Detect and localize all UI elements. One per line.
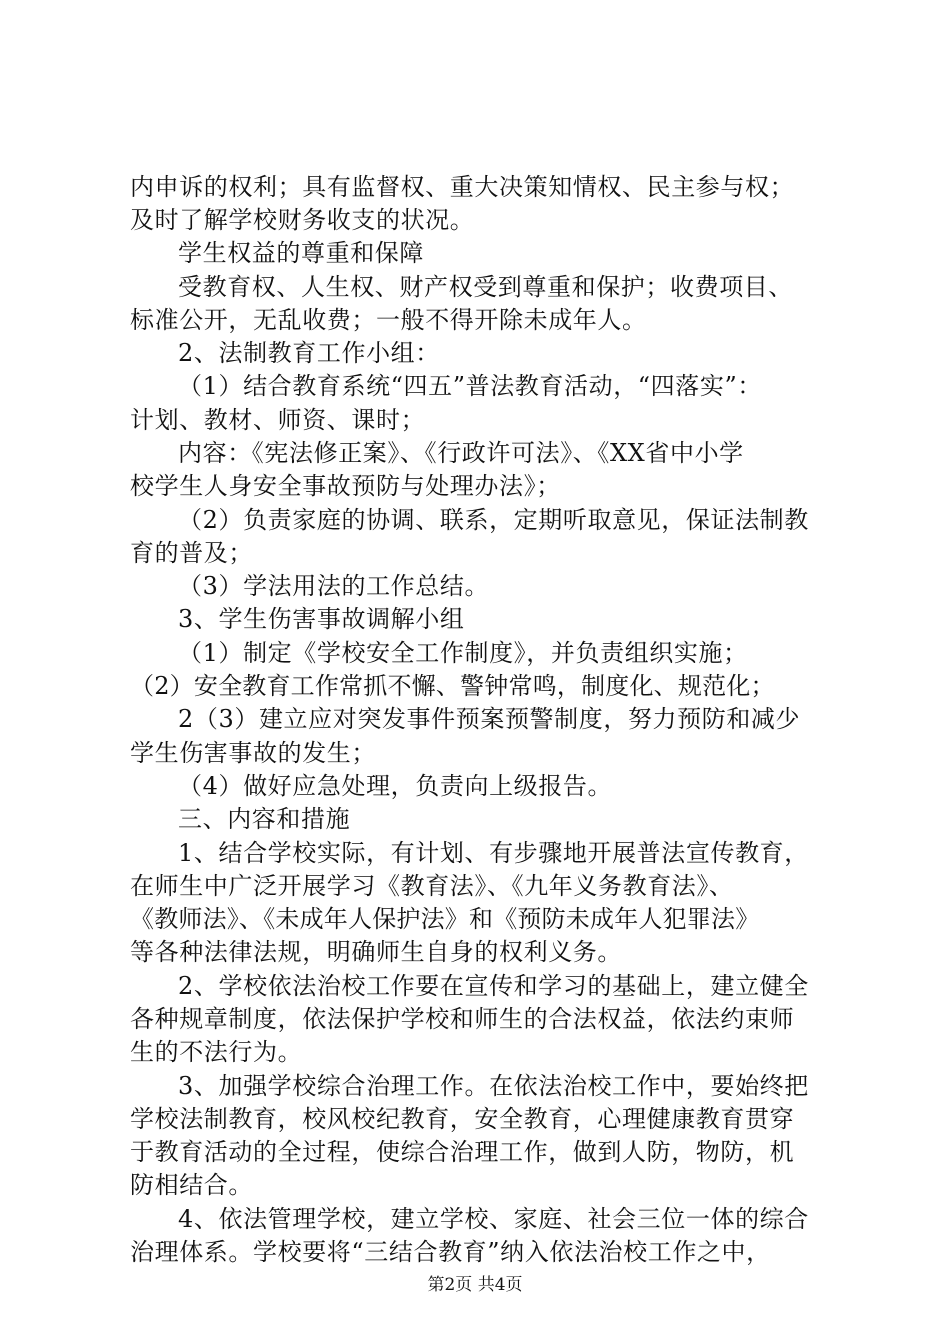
text-line: 3、学生伤害事故调解小组	[178, 605, 465, 633]
text-line: 学校法制教育，校风校纪教育，安全教育，心理健康教育贯穿	[130, 1105, 795, 1133]
text-line: 各种规章制度，依法保护学校和师生的合法权益，依法约束师	[130, 1005, 795, 1033]
text-line: 2、学校依法治校工作要在宣传和学习的基础上，建立健全	[178, 972, 809, 1000]
text-line: 3、加强学校综合治理工作。在依法治校工作中，要始终把	[178, 1072, 809, 1100]
page-footer: 第2页 共4页	[427, 1275, 523, 1295]
text-line: 防相结合。	[130, 1171, 253, 1199]
text-line: （1）制定《学校安全工作制度》，并负责组织实施；	[178, 639, 748, 667]
text-line: 生的不法行为。	[130, 1038, 303, 1066]
text-line: （3）学法用法的工作总结。	[178, 572, 490, 600]
text-line: 于教育活动的全过程，使综合治理工作，做到人防，物防，机	[130, 1138, 795, 1166]
text-line: 2（3）建立应对突发事件预案预警制度，努力预防和减少	[178, 705, 801, 733]
text-line: 计划、教材、师资、课时；	[130, 406, 426, 434]
text-line: （1）结合教育系统“四五”普法教育活动，“四落实”：	[178, 372, 762, 400]
text-line: 三、内容和措施	[178, 805, 351, 833]
text-line: 内容：《宪法修正案》、《行政许可法》、《XX省中小学	[178, 439, 744, 467]
text-line: 内申诉的权利；具有监督权、重大决策知情权、民主参与权；	[130, 173, 795, 201]
text-line: 受教育权、人生权、财产权受到尊重和保护；收费项目、	[178, 273, 793, 301]
text-line: 校学生人身安全事故预防与处理办法》；	[130, 472, 561, 500]
text-line: （2）负责家庭的协调、联系，定期听取意见，保证法制教	[178, 506, 809, 534]
text-line: 在师生中广泛开展学习《教育法》、《九年义务教育法》、	[130, 872, 734, 900]
text-line: 学生权益的尊重和保障	[178, 239, 424, 267]
text-line: 学生伤害事故的发生；	[130, 739, 376, 767]
text-line: 2、法制教育工作小组：	[178, 339, 440, 367]
text-line: 1、结合学校实际，有计划、有步骤地开展普法宣传教育，	[178, 839, 809, 867]
text-line: 4、依法管理学校，建立学校、家庭、社会三位一体的综合	[178, 1205, 809, 1233]
text-line: 等各种法律法规，明确师生自身的权利义务。	[130, 938, 622, 966]
text-line: 治理体系。学校要将“三结合教育”纳入依法治校工作之中，	[130, 1238, 771, 1266]
text-line: （4）做好应急处理，负责向上级报告。	[178, 772, 613, 800]
text-line: 及时了解学校财务收支的状况。	[130, 206, 475, 234]
text-line: （2）安全教育工作常抓不懈、警钟常鸣，制度化、规范化；	[130, 672, 775, 700]
text-line: 标准公开，无乱收费；一般不得开除未成年人。	[130, 306, 647, 334]
text-line: 《教师法》、《未成年人保护法》和《预防未成年人犯罪法》	[130, 905, 760, 933]
text-line: 育的普及；	[130, 539, 253, 567]
